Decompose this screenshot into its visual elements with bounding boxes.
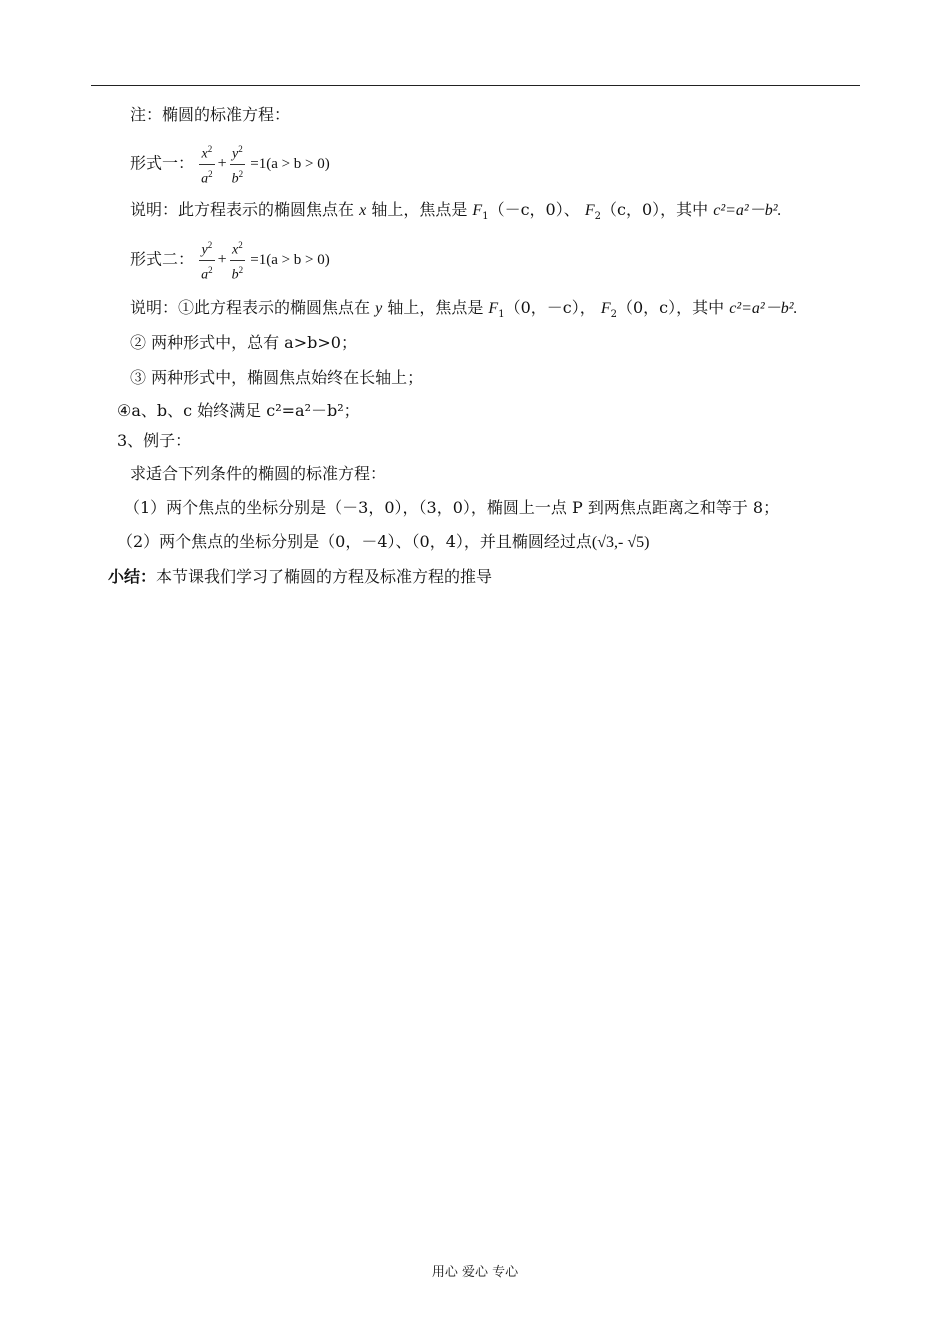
example-2: （2）两个焦点的坐标分别是（0，－4）、（0，4），并且椭圆经过点(√3,- √5) (117, 532, 650, 551)
example-prompt: 求适合下列条件的椭圆的标准方程： (130, 464, 387, 483)
point-3: ③ 两种形式中，椭圆焦点始终在长轴上； (130, 368, 424, 387)
point-2: ② 两种形式中，总有 a>b>0； (130, 333, 357, 352)
description-2: 说明：①此方程表示的椭圆焦点在 y 轴上，焦点是 $F_1(0$，－c）， $F_2(0$，c），其中 c²=a²－b². (130, 298, 798, 321)
description-1: 说明：此方程表示的椭圆焦点在 x 轴上，焦点是 $F_1(-c$，0）、 $F_2(c$，0），其中 c²=a²－b². (130, 200, 782, 223)
page-footer: 用心 爱心 专心 (431, 1265, 519, 1280)
example-1: （1）两个焦点的坐标分别是（－3，0），（3，0），椭圆上一点 P 到两焦点距离之和等于 8； (124, 498, 780, 517)
form2-tail: =1(a > b > 0) (250, 252, 330, 269)
point-4: ④a、b、c 始终满足 c²=a²－b²； (117, 401, 360, 420)
note-title: 注：椭圆的标准方程： (130, 105, 291, 124)
form2-label: 形式二： (130, 249, 195, 269)
example-heading: 3、例子： (117, 431, 192, 450)
summary-text: 本节课我们学习了椭圆的方程及标准方程的推导 (156, 567, 493, 586)
form1-fraction-2: $\frac{y^2}{b^2}$ (230, 140, 246, 188)
summary-label: 小结： (108, 567, 157, 586)
summary (108, 565, 492, 589)
header-rule (91, 85, 860, 86)
form1-tail: =1(a > b > 0) (250, 156, 330, 173)
form2-fraction-1: $\frac{y^2}{a^2}$ (199, 236, 215, 284)
form2-fraction-2: $\frac{x^2}{b^2}$ (230, 236, 246, 284)
form1-label: 形式一： (130, 153, 195, 173)
form1-equation: 形式一： $\frac{x^2}{a^2}$ + $\frac{y^2}{b^2}$ =1(a > b > 0) (130, 140, 330, 188)
form2-equation: 形式二： $\frac{y^2}{a^2}$ + $\frac{x^2}{b^2}$ =1(a > b > 0) (130, 236, 330, 284)
example-2-point: (√3,- √5) (591, 534, 650, 551)
form1-fraction-1: $\frac{x^2}{a^2}$ (199, 140, 215, 188)
